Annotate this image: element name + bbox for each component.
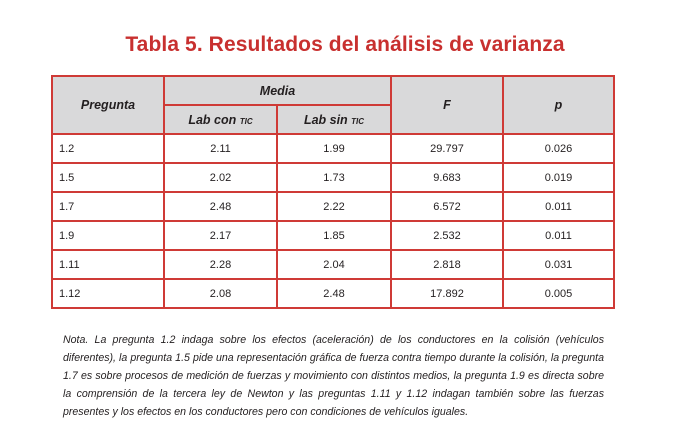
table-row bbox=[52, 250, 614, 279]
cell-lab-con-tic: 2.48 bbox=[164, 192, 277, 221]
table-row bbox=[52, 163, 614, 192]
cell-pregunta: 1.11 bbox=[52, 250, 164, 279]
header-lab-con-text: Lab con bbox=[188, 112, 240, 127]
header-f: F bbox=[391, 76, 503, 134]
cell-f: 17.892 bbox=[391, 279, 503, 308]
cell-p: 0.031 bbox=[503, 250, 614, 279]
table-row bbox=[52, 192, 614, 221]
header-lab-sin-tic-abbr: tic bbox=[351, 112, 365, 127]
cell-p: 0.011 bbox=[503, 221, 614, 250]
cell-pregunta: 1.12 bbox=[52, 279, 164, 308]
cell-pregunta: 1.5 bbox=[52, 163, 164, 192]
cell-p: 0.005 bbox=[503, 279, 614, 308]
table-note: Nota. La pregunta 1.2 indaga sobre los efectos (aceleración) de los conductores en la colisión (vehículos diferentes), la pregunta 1.5 pide una representación gráfica de fuerza contra tiempo durante la colisión, la pregunta 1.7 es sobre procesos de medición de fuerzas y movimiento con distintos medios, la pregunta 1.9 es directa sobre la comprensión de la tercera ley de Newton y las preguntas 1.11 y 1.12 indagan también sobre las fuerzas presentes y los efectos en los conductores pero con condiciones de vehículos iguales. bbox=[63, 333, 604, 418]
cell-f: 2.818 bbox=[391, 250, 503, 279]
header-lab-con-tic-abbr: tic bbox=[239, 112, 253, 127]
cell-f: 29.797 bbox=[391, 134, 503, 163]
table-row bbox=[52, 221, 614, 250]
cell-pregunta: 1.2 bbox=[52, 134, 164, 163]
cell-lab-con-tic: 2.02 bbox=[164, 163, 277, 192]
cell-pregunta: 1.9 bbox=[52, 221, 164, 250]
header-pregunta: Pregunta bbox=[52, 76, 164, 134]
cell-lab-sin-tic: 1.85 bbox=[277, 221, 391, 250]
header-lab-sin-text: Lab sin bbox=[303, 112, 352, 127]
cell-lab-sin-tic: 2.22 bbox=[277, 192, 391, 221]
cell-p: 0.019 bbox=[503, 163, 614, 192]
cell-f: 6.572 bbox=[391, 192, 503, 221]
cell-f: 2.532 bbox=[391, 221, 503, 250]
cell-p: 0.026 bbox=[503, 134, 614, 163]
cell-pregunta: 1.7 bbox=[52, 192, 164, 221]
cell-lab-con-tic: 2.08 bbox=[164, 279, 277, 308]
cell-lab-con-tic: 2.28 bbox=[164, 250, 277, 279]
cell-lab-sin-tic: 1.99 bbox=[277, 134, 391, 163]
cell-lab-sin-tic: 1.73 bbox=[277, 163, 391, 192]
cell-lab-sin-tic: 2.48 bbox=[277, 279, 391, 308]
table-row bbox=[52, 134, 614, 163]
cell-p: 0.011 bbox=[503, 192, 614, 221]
table-row bbox=[52, 279, 614, 308]
cell-lab-sin-tic: 2.04 bbox=[277, 250, 391, 279]
header-p: p bbox=[503, 76, 614, 134]
cell-f: 9.683 bbox=[391, 163, 503, 192]
header-media: Media bbox=[164, 76, 391, 105]
cell-lab-con-tic: 2.11 bbox=[164, 134, 277, 163]
table-title: Tabla 5. Resultados del análisis de varianza bbox=[125, 33, 565, 56]
cell-lab-con-tic: 2.17 bbox=[164, 221, 277, 250]
header-lab-con-tic bbox=[164, 105, 277, 134]
anova-results-table bbox=[51, 75, 615, 309]
header-lab-sin-tic bbox=[277, 105, 391, 134]
